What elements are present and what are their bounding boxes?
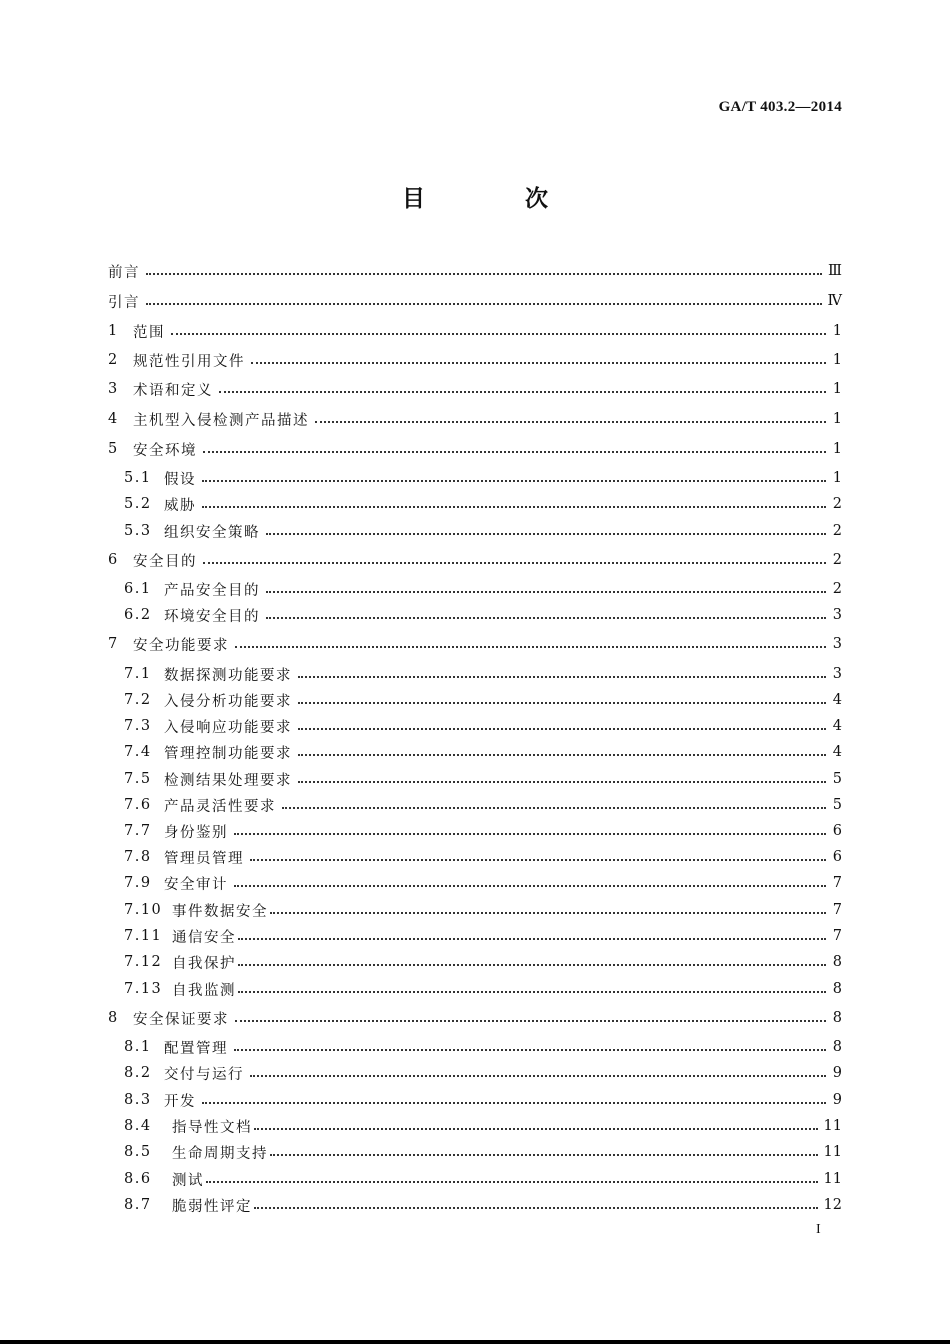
toc-entry-number: 8.7 xyxy=(124,1197,152,1213)
toc-entry-number: 8.5 xyxy=(124,1144,152,1160)
toc-entry-page: 12 xyxy=(823,1197,842,1213)
toc-entry-title: 威胁 xyxy=(164,497,196,514)
toc-entry-page: 4 xyxy=(832,718,842,734)
toc-entry[interactable] xyxy=(124,602,842,628)
toc-entry-title: 开发 xyxy=(164,1093,196,1110)
toc-entry[interactable] xyxy=(124,687,842,713)
toc-entry-title: 测试 xyxy=(172,1172,204,1189)
toc-dot-leader xyxy=(146,273,822,275)
toc-entry-number: 5 xyxy=(108,441,119,457)
toc-entry-number: 6 xyxy=(108,552,119,568)
toc-dot-leader xyxy=(251,362,826,364)
toc-entry[interactable] xyxy=(124,792,842,818)
toc-dot-leader xyxy=(254,1128,818,1130)
toc-entry[interactable] xyxy=(108,258,842,284)
toc-entry-page: 6 xyxy=(832,849,842,865)
toc-dot-leader xyxy=(270,912,826,914)
toc-dot-leader xyxy=(202,1102,826,1104)
toc-entry[interactable] xyxy=(124,1087,842,1113)
toc-dot-leader xyxy=(254,1207,818,1209)
toc-entry-title: 管理控制功能要求 xyxy=(164,745,292,762)
toc-entry-number: 7.8 xyxy=(124,849,152,865)
toc-entry[interactable] xyxy=(124,976,842,1002)
toc-entry[interactable] xyxy=(124,818,842,844)
toc-entry-title: 规范性引用文件 xyxy=(133,353,245,370)
toc-dot-leader xyxy=(298,676,826,678)
toc-entry-page: 1 xyxy=(832,381,842,397)
toc-entry-page: Ⅲ xyxy=(828,263,842,279)
toc-entry-title: 引言 xyxy=(108,294,140,311)
toc-dot-leader xyxy=(238,964,826,966)
toc-dot-leader xyxy=(266,533,826,535)
toc-dot-leader xyxy=(298,728,826,730)
toc-entry-title: 生命周期支持 xyxy=(172,1145,268,1162)
toc-entry[interactable] xyxy=(108,631,842,657)
toc-dot-leader xyxy=(298,702,826,704)
toc-dot-leader xyxy=(203,562,826,564)
toc-entry-title: 范围 xyxy=(133,324,165,341)
toc-entry-page: 1 xyxy=(832,441,842,457)
toc-entry-title: 自我监测 xyxy=(172,982,236,999)
toc-entry[interactable] xyxy=(124,1113,842,1139)
toc-entry-title: 安全环境 xyxy=(133,442,197,459)
toc-entry[interactable] xyxy=(124,518,842,544)
toc-dot-leader xyxy=(234,833,826,835)
toc-entry-title: 安全目的 xyxy=(133,553,197,570)
toc-entry-page: 7 xyxy=(832,902,842,918)
toc-dot-leader xyxy=(206,1181,818,1183)
toc-entry-number: 7.13 xyxy=(124,981,163,997)
toc-entry-number: 7.9 xyxy=(124,875,152,891)
toc-entry[interactable] xyxy=(108,1005,842,1031)
toc-entry-number: 8.3 xyxy=(124,1092,152,1108)
toc-entry[interactable] xyxy=(108,318,842,344)
toc-dot-leader xyxy=(203,451,826,453)
toc-entry[interactable] xyxy=(124,844,842,870)
toc-entry[interactable] xyxy=(108,347,842,373)
toc-entry[interactable] xyxy=(124,870,842,896)
toc-dot-leader xyxy=(235,1020,826,1022)
toc-entry-page: 1 xyxy=(832,470,842,486)
toc-dot-leader xyxy=(202,506,826,508)
toc-entry-page: 1 xyxy=(832,323,842,339)
toc-dot-leader xyxy=(270,1154,818,1156)
toc-dot-leader xyxy=(238,938,826,940)
toc-entry[interactable] xyxy=(124,1192,842,1218)
toc-entry-number: 5.1 xyxy=(124,470,152,486)
toc-entry-page: 2 xyxy=(832,523,842,539)
toc-entry-page: 1 xyxy=(832,411,842,427)
toc-entry-number: 5.2 xyxy=(124,496,152,512)
toc-entry-number: 8.2 xyxy=(124,1065,152,1081)
toc-dot-leader xyxy=(234,1049,826,1051)
toc-dot-leader xyxy=(146,303,822,305)
toc-entry-page: 11 xyxy=(823,1118,842,1134)
toc-dot-leader xyxy=(250,859,826,861)
toc-dot-leader xyxy=(235,646,826,648)
toc-entry-title: 交付与运行 xyxy=(164,1066,244,1083)
toc-entry[interactable] xyxy=(108,547,842,573)
toc-entry-page: 11 xyxy=(823,1144,842,1160)
toc-entry[interactable] xyxy=(124,1139,842,1165)
toc-entry-title: 指导性文档 xyxy=(172,1119,252,1136)
toc-entry-number: 7.7 xyxy=(124,823,152,839)
standard-code: GA/T 403.2—2014 xyxy=(718,99,842,115)
toc-entry-page: 2 xyxy=(832,496,842,512)
toc-entry[interactable] xyxy=(124,1166,842,1192)
toc-entry-number: 7.11 xyxy=(124,928,163,944)
toc-entry-number: 7.5 xyxy=(124,771,152,787)
toc-entry-page: 6 xyxy=(832,823,842,839)
toc-entry-number: 2 xyxy=(108,352,119,368)
toc-entry-number: 8.4 xyxy=(124,1118,152,1134)
toc-entry-number: 7.4 xyxy=(124,744,152,760)
toc-entry-number: 7.6 xyxy=(124,797,152,813)
toc-dot-leader xyxy=(282,807,826,809)
toc-entry-title: 事件数据安全 xyxy=(172,903,268,920)
toc-entry-page: 5 xyxy=(832,797,842,813)
toc-entry-title: 入侵响应功能要求 xyxy=(164,719,292,736)
toc-entry-title: 安全保证要求 xyxy=(133,1011,229,1028)
toc-entry-title: 脆弱性评定 xyxy=(172,1198,252,1215)
toc-entry-page: 9 xyxy=(832,1092,842,1108)
toc-dot-leader xyxy=(171,333,826,335)
toc-entry[interactable] xyxy=(124,465,842,491)
toc-entry-number: 5.3 xyxy=(124,523,152,539)
toc-entry[interactable] xyxy=(124,661,842,687)
toc-entry-title: 假设 xyxy=(164,471,196,488)
toc-dot-leader xyxy=(219,391,826,393)
toc-entry[interactable] xyxy=(124,897,842,923)
toc-entry-title: 环境安全目的 xyxy=(164,608,260,625)
toc-entry-number: 8 xyxy=(108,1010,119,1026)
toc-entry-title: 前言 xyxy=(108,264,140,281)
bottom-border xyxy=(0,1340,950,1344)
toc-entry-page: 3 xyxy=(832,636,842,652)
toc-entry-page: 8 xyxy=(832,1039,842,1055)
toc-entry-title: 配置管理 xyxy=(164,1040,228,1057)
toc-dot-leader xyxy=(250,1075,826,1077)
toc-entry[interactable] xyxy=(108,288,842,314)
toc-dot-leader xyxy=(315,421,826,423)
toc-entry-page: 11 xyxy=(823,1171,842,1187)
toc-entry-title: 通信安全 xyxy=(172,929,236,946)
toc-entry[interactable] xyxy=(124,576,842,602)
toc-entry-number: 7.1 xyxy=(124,666,152,682)
toc-dot-leader xyxy=(202,480,826,482)
toc-entry-page: 8 xyxy=(832,981,842,997)
toc-entry-page: 2 xyxy=(832,552,842,568)
toc-entry-title: 主机型入侵检测产品描述 xyxy=(133,412,309,429)
toc-entry-title: 术语和定义 xyxy=(133,382,213,399)
toc-entry-page: 4 xyxy=(832,744,842,760)
footer-page-number: I xyxy=(816,1222,821,1237)
toc-entry-number: 7.10 xyxy=(124,902,163,918)
toc-entry-title: 检测结果处理要求 xyxy=(164,772,292,789)
toc-entry[interactable] xyxy=(108,376,842,402)
toc-dot-leader xyxy=(266,617,826,619)
toc-entry-page: 4 xyxy=(832,692,842,708)
toc-entry[interactable] xyxy=(124,1034,842,1060)
toc-entry-page: 3 xyxy=(832,607,842,623)
toc-entry-number: 3 xyxy=(108,381,119,397)
toc-entry-page: 3 xyxy=(832,666,842,682)
toc-entry-number: 7 xyxy=(108,636,119,652)
toc-entry[interactable] xyxy=(124,949,842,975)
toc-entry[interactable] xyxy=(124,766,842,792)
toc-entry-number: 7.2 xyxy=(124,692,152,708)
toc-entry-title: 安全功能要求 xyxy=(133,637,229,654)
toc-entry-title: 自我保护 xyxy=(172,955,236,972)
toc-dot-leader xyxy=(298,781,826,783)
toc-entry-page: 7 xyxy=(832,875,842,891)
toc-entry-title: 入侵分析功能要求 xyxy=(164,693,292,710)
toc-entry-page: 7 xyxy=(832,928,842,944)
toc-entry-page: 5 xyxy=(832,771,842,787)
toc-entry-title: 管理员管理 xyxy=(164,850,244,867)
toc-dot-leader xyxy=(238,991,826,993)
toc-entry[interactable] xyxy=(124,491,842,517)
toc-dot-leader xyxy=(234,885,826,887)
toc-entry[interactable] xyxy=(124,739,842,765)
toc-entry-title: 组织安全策略 xyxy=(164,524,260,541)
toc-entry[interactable] xyxy=(108,406,842,432)
toc-entry[interactable] xyxy=(124,1060,842,1086)
toc-entry-page: 8 xyxy=(832,1010,842,1026)
toc-entry[interactable] xyxy=(124,923,842,949)
toc-entry-title: 产品灵活性要求 xyxy=(164,798,276,815)
toc-entry-number: 8.6 xyxy=(124,1171,152,1187)
toc-entry-number: 6.1 xyxy=(124,581,152,597)
toc-entry-number: 6.2 xyxy=(124,607,152,623)
toc-entry-number: 4 xyxy=(108,411,119,427)
toc-entry-number: 1 xyxy=(108,323,119,339)
toc-entry-number: 8.1 xyxy=(124,1039,152,1055)
toc-entry-title: 安全审计 xyxy=(164,876,228,893)
page-title: 目 次 xyxy=(401,186,594,212)
toc-entry-number: 7.3 xyxy=(124,718,152,734)
toc-dot-leader xyxy=(298,754,826,756)
toc-entry-title: 产品安全目的 xyxy=(164,582,260,599)
toc-entry-title: 身份鉴别 xyxy=(164,824,228,841)
toc-entry[interactable] xyxy=(124,713,842,739)
toc-entry-page: 1 xyxy=(832,352,842,368)
toc-entry-page: 2 xyxy=(832,581,842,597)
toc-entry-page: Ⅳ xyxy=(827,293,842,309)
toc-entry-title: 数据探测功能要求 xyxy=(164,667,292,684)
toc-entry-page: 8 xyxy=(832,954,842,970)
toc-entry[interactable] xyxy=(108,436,842,462)
toc-dot-leader xyxy=(266,591,826,593)
toc-entry-page: 9 xyxy=(832,1065,842,1081)
toc-entry-number: 7.12 xyxy=(124,954,163,970)
